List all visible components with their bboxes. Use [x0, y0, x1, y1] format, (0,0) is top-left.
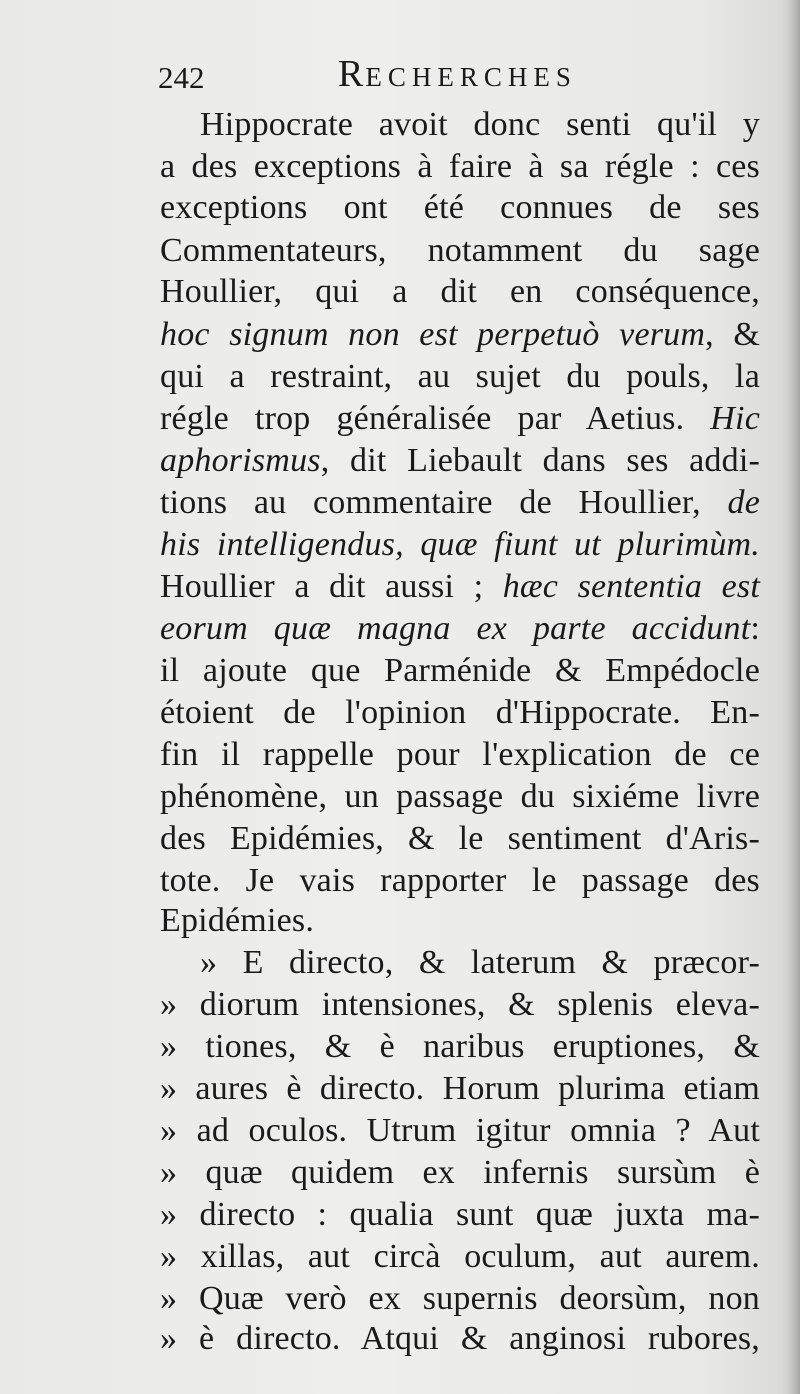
text-line [160, 1112, 760, 1150]
italic-text: hæc sententia est [502, 568, 760, 605]
italic-text: Hic [710, 400, 760, 437]
text-line [160, 484, 760, 522]
text-line [160, 568, 760, 606]
text-segment: fin il rappelle pour l'explication de ce [160, 736, 760, 773]
text-segment: » aures è directo. Horum plurima etiam [160, 1070, 760, 1107]
text-line [160, 232, 760, 270]
text-segment: Houllier, qui a dit en conséquence, [160, 273, 760, 310]
text-segment: » xillas, aut circà oculum, aut aurem. [160, 1238, 760, 1275]
page-header [158, 52, 618, 102]
text-segment: , & [705, 316, 760, 353]
text-segment: étoient de l'opinion d'Hippocrate. En- [160, 694, 760, 731]
text-segment: a des exceptions à faire à sa régle : ces [160, 148, 760, 185]
running-head-initial: R [338, 53, 366, 95]
text-line [160, 902, 760, 940]
text-segment: Houllier a dit aussi ; [160, 568, 503, 605]
text-segment: il ajoute que Parménide & Empédocle [160, 652, 760, 689]
text-segment: » E directo, & laterum & præcor- [200, 944, 760, 981]
text-line [160, 1070, 760, 1108]
text-line [160, 400, 760, 438]
text-segment: , dit Liebault dans ses addi- [320, 442, 760, 479]
text-segment: » tiones, & è naribus eruptiones, & [160, 1028, 760, 1065]
text-line [160, 610, 760, 648]
text-segment: tions au commentaire de Houllier, [160, 484, 728, 521]
text-line [160, 862, 760, 900]
text-line [160, 1154, 760, 1192]
text-segment: qui a restraint, au sujet du pouls, la [160, 358, 760, 395]
text-segment: Hippocrate avoit donc senti qu'il y [200, 106, 760, 143]
text-segment: régle trop généralisée par Aetius. [160, 400, 711, 437]
text-line [160, 316, 760, 354]
text-line [160, 526, 760, 564]
text-line [160, 1320, 760, 1358]
text-segment: des Epidémies, & le sentiment d'Aris- [160, 820, 760, 857]
text-line [160, 694, 760, 732]
text-line [160, 736, 760, 774]
text-segment: Commentateurs, notamment du sage [160, 232, 760, 269]
text-segment: phénomène, un passage du sixiéme livre [160, 778, 760, 815]
text-segment: Epidémies. [160, 902, 315, 939]
text-line [160, 148, 760, 186]
italic-text: de [727, 484, 760, 521]
text-line [200, 106, 760, 144]
text-segment: tote. Je vais rapporter le passage des [160, 862, 760, 899]
text-segment: » ad oculos. Utrum igitur omnia ? Aut [160, 1112, 760, 1149]
text-line [160, 652, 760, 690]
text-line [160, 442, 760, 480]
text-segment: : [750, 610, 760, 647]
text-line [160, 1238, 760, 1276]
text-segment: » directo : qualia sunt quæ juxta ma- [160, 1196, 760, 1233]
text-line [160, 1196, 760, 1234]
italic-text: hoc signum non est perpetuò verum [160, 316, 706, 353]
page-edge-shadow [786, 0, 800, 1394]
text-line [200, 944, 760, 982]
page-number: 242 [158, 60, 205, 95]
italic-text: aphorismus [160, 442, 321, 479]
text-segment: exceptions ont été connues de ses [160, 189, 760, 226]
italic-text: his intelligendus, quæ fiunt ut plurimùm. [160, 526, 760, 563]
text-segment: » è directo. Atqui & anginosi rubores, [160, 1320, 760, 1357]
running-head [338, 52, 577, 96]
text-line [160, 273, 760, 311]
running-head-rest: ECHERCHES [365, 62, 577, 92]
text-line [160, 820, 760, 858]
text-line [160, 778, 760, 816]
text-segment: » diorum intensiones, & splenis eleva- [160, 986, 760, 1023]
text-line [160, 1280, 760, 1318]
text-line [160, 189, 760, 227]
text-line [160, 1028, 760, 1066]
text-line [160, 986, 760, 1024]
text-line [160, 358, 760, 396]
text-segment: » quæ quidem ex infernis sursùm è [160, 1154, 760, 1191]
text-segment: » Quæ verò ex supernis deorsùm, non [160, 1280, 760, 1317]
italic-text: eorum quæ magna ex parte accidunt [160, 610, 751, 647]
